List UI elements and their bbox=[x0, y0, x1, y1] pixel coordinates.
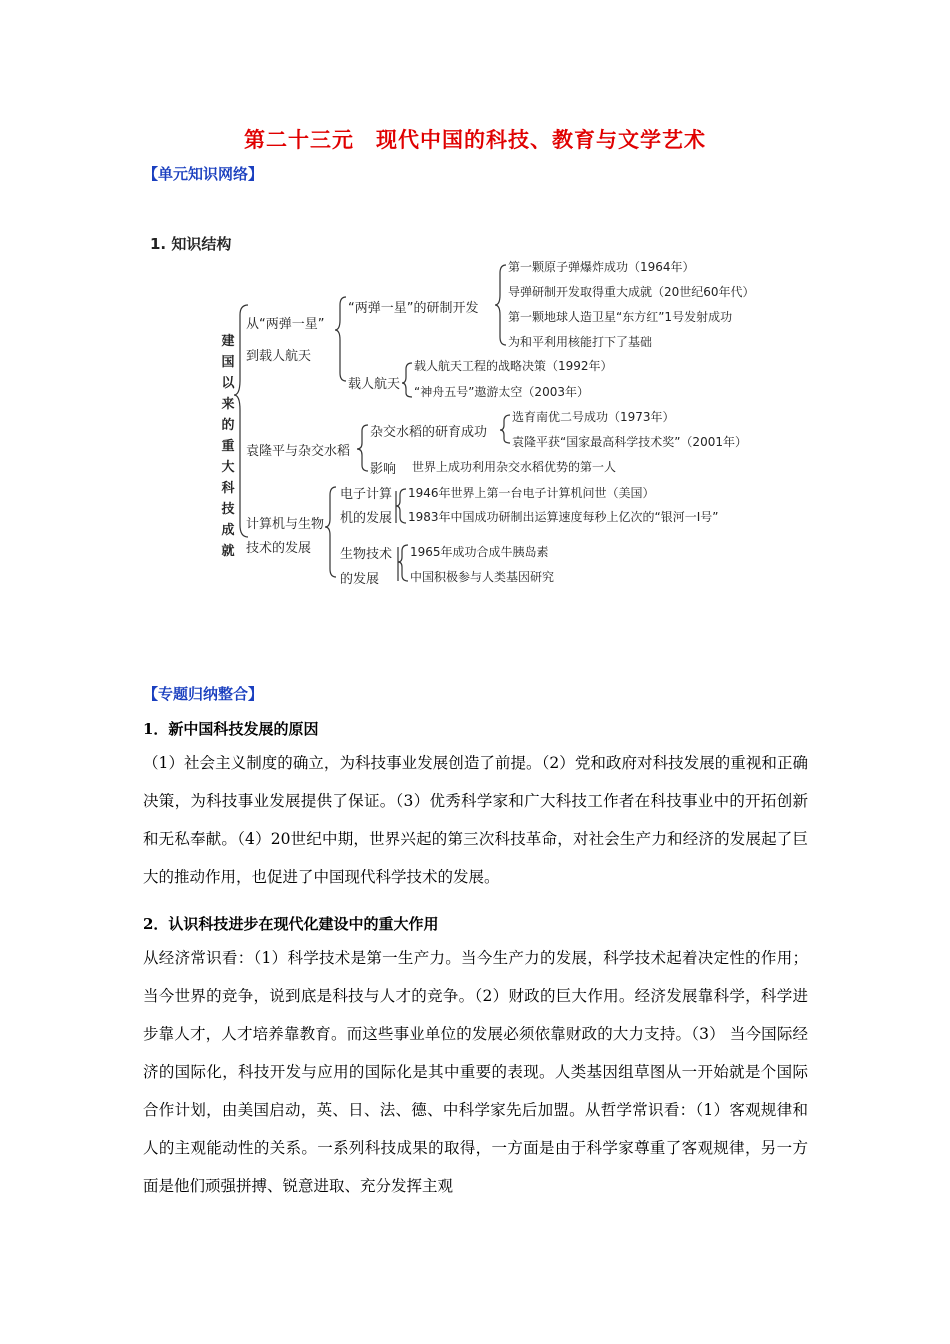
branch3-sub2-label-line2: 的发展 bbox=[340, 572, 380, 587]
root-brace bbox=[234, 305, 248, 537]
diagram-heading: 1. 知识结构 bbox=[150, 235, 232, 253]
branch1-sub1-item: 为和平利用核能打下了基础 bbox=[508, 335, 653, 349]
branch1-sub2-item: “神舟五号”遨游太空（2003年） bbox=[414, 385, 589, 399]
branch3-sub1-brace bbox=[396, 489, 406, 523]
diagram-connectors bbox=[140, 225, 820, 595]
branch2-sub2-label: 影响 bbox=[370, 462, 397, 477]
branch2-sub2-item: 世界上成功利用杂交水稻优势的第一人 bbox=[412, 460, 617, 474]
branch3-sub2-label-line1: 生物技术 bbox=[340, 547, 393, 562]
branch3-sub1-item: 1983年中国成功研制出运算速度每秒上亿次的“银河一Ⅰ号” bbox=[408, 510, 719, 524]
branch2-sub1-brace bbox=[500, 415, 510, 443]
branch1-label-line2: 到载人航天 bbox=[246, 349, 312, 364]
branch1-sub2-item: 载人航天工程的战略决策（1992年） bbox=[414, 359, 613, 373]
branch2-sub1-item: 选育南优二号成功（1973年） bbox=[512, 410, 675, 424]
branch1-sub1-item: 第一颗地球人造卫星“东方红”1号发射成功 bbox=[508, 310, 733, 324]
section1-heading: 1．新中国科技发展的原因 bbox=[143, 720, 319, 738]
branch1-sub2-label: 载人航天 bbox=[348, 377, 401, 392]
section2-paragraph: 从经济常识看：（1）科学技术是第一生产力。当今生产力的发展，科学技术起着决定性的作用；当今世界的竞争，说到底是科技与人才的竞争。（2）财政的巨大作用。经济发展靠科学，科学进步靠人才，人才培养靠教育。而这些事业单位的发展必须依靠财政的大力支持。（3） 当今国际经济的国际化，科技开发与应用的国际化是其中重要的表现。人类基因组草图从一开始就是个国际合作计划，由美国启动，英、日、法、德、中科学家先后加盟。从哲学常识看：（1）客观规律和人的主观能动性的关系。一系列科技成果的取得，一方面是由于科学家尊重了客观规律，另一方面是他们顽强拼搏、锐意进取、充分发挥主观 bbox=[143, 949, 808, 1195]
branch3-sub2-item: 中国积极参与人类基因研究 bbox=[410, 570, 555, 584]
section1-paragraph: （1）社会主义制度的确立，为科技事业发展创造了前提。（2）党和政府对科技发展的重视和正确决策，为科技事业发展提供了保证。（3）优秀科学家和广大科技工作者在科技事业中的开拓创新和无私奉献。（4）20世纪中期，世界兴起的第三次科技革命，对社会生产力和经济的发展起了巨大的推动作用，也促进了中国现代科学技术的发展。 bbox=[143, 754, 808, 886]
branch2-brace bbox=[357, 425, 368, 471]
branch1-sub1-label: “两弹一星”的研制开发 bbox=[348, 301, 479, 316]
section2-heading: 2．认识科技进步在现代化建设中的重大作用 bbox=[143, 915, 439, 933]
branch3-sub2-brace bbox=[398, 545, 408, 581]
branch2-label: 袁隆平与杂交水稻 bbox=[246, 444, 351, 459]
sub2-brace bbox=[402, 363, 412, 397]
branch1-sub1-item: 第一颗原子弹爆炸成功（1964年） bbox=[508, 260, 695, 274]
branch3-label-line2: 技术的发展 bbox=[246, 541, 312, 556]
branch2-sub1-label: 杂交水稻的研育成功 bbox=[370, 425, 488, 440]
tag-knowledge-network: 【单元知识网络】 bbox=[143, 165, 264, 183]
branch2-sub1-item: 袁隆平获“国家最高科学技术奖”（2001年） bbox=[512, 435, 747, 449]
diagram-root: 建国以来的重大科技成就 bbox=[221, 334, 235, 559]
branch3-brace bbox=[325, 487, 336, 577]
branch1-brace bbox=[335, 297, 346, 381]
branch3-sub1-label-line1: 电子计算 bbox=[340, 487, 393, 502]
branch3-sub1-item: 1946年世界上第一台电子计算机问世（美国） bbox=[408, 486, 655, 500]
branch1-label-line1: 从“两弹一星” bbox=[246, 317, 325, 332]
branch3-sub1-label-line2: 机的发展 bbox=[340, 511, 393, 526]
sub1-brace bbox=[495, 265, 506, 345]
branch3-label-line1: 计算机与生物 bbox=[246, 517, 325, 532]
tag-summary: 【专题归纳整合】 bbox=[143, 685, 264, 703]
branch3-sub2-item: 1965年成功合成牛胰岛素 bbox=[410, 545, 549, 559]
knowledge-structure-diagram bbox=[140, 225, 820, 595]
branch1-sub1-item: 导弹研制开发取得重大成就（20世纪60年代） bbox=[508, 285, 755, 299]
page-title: 第二十三元 现代中国的科技、教育与文学艺术 bbox=[244, 127, 706, 152]
